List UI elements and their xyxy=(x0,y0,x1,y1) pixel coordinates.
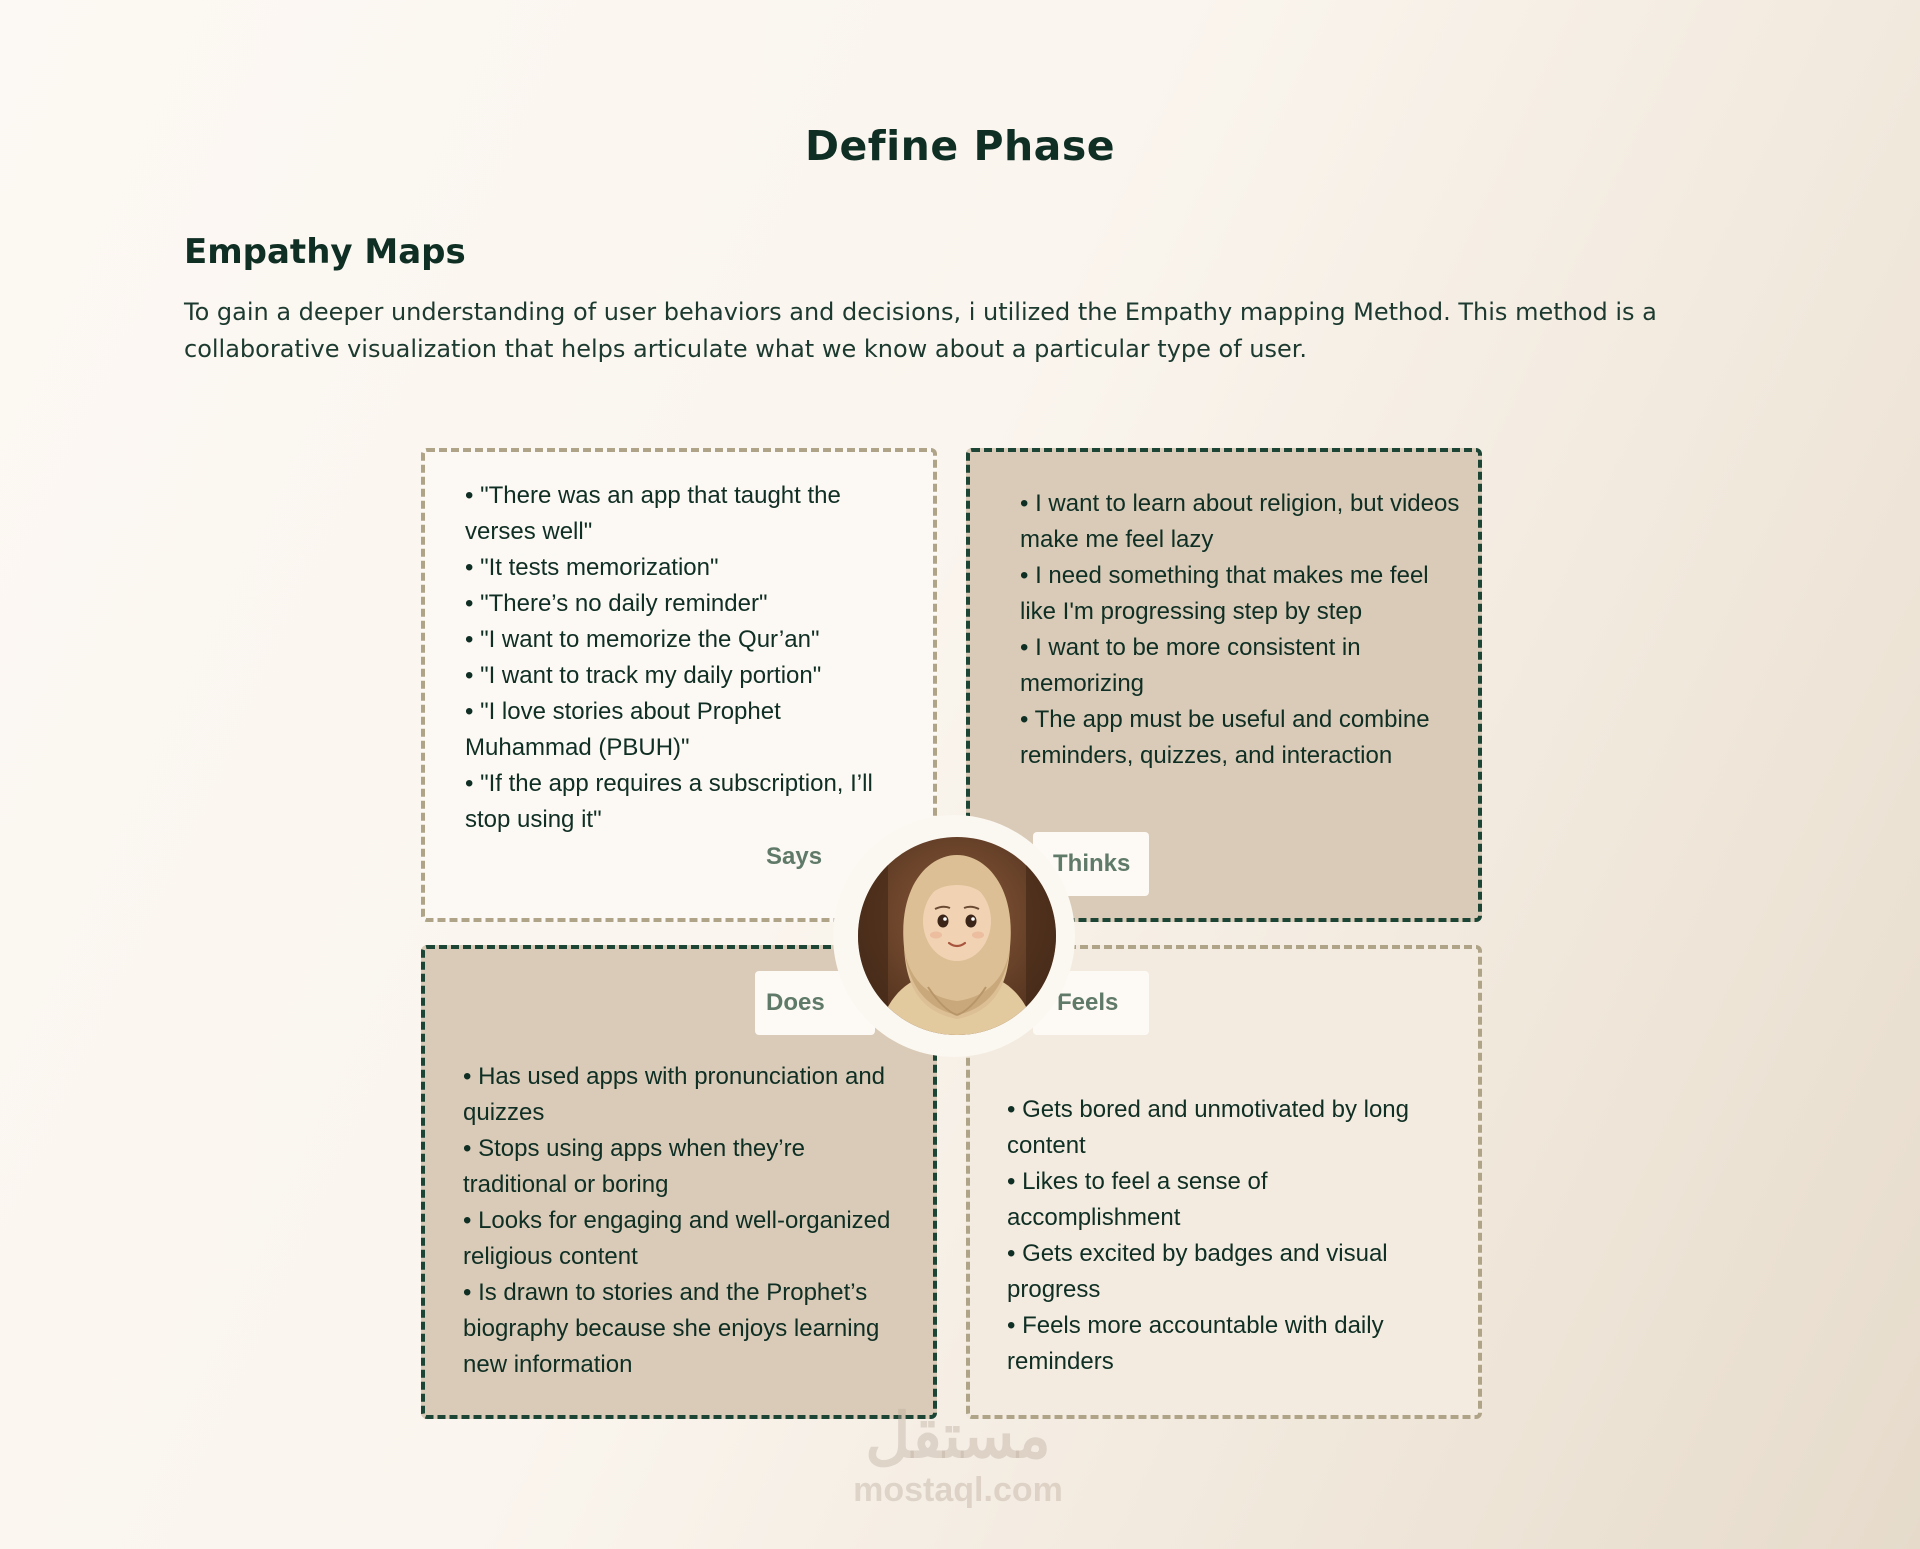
does-item: • Stops using apps when they’re traditional or boring xyxy=(463,1131,903,1203)
feels-item: • Gets excited by badges and visual progress xyxy=(1007,1236,1447,1308)
says-item: • "I want to memorize the Qur’an" xyxy=(465,622,905,658)
says-item: • "There’s no daily reminder" xyxy=(465,586,905,622)
says-item: • "There was an app that taught the verses well" xyxy=(465,478,905,550)
watermark-latin: mostaql.com xyxy=(853,1471,1063,1509)
feels-item: • Feels more accountable with daily reminders xyxy=(1007,1308,1447,1380)
says-quadrant xyxy=(421,448,937,922)
says-item: • "If the app requires a subscription, I’ll stop using it" xyxy=(465,766,905,838)
says-item: • "I want to track my daily portion" xyxy=(465,658,905,694)
thinks-item: • The app must be useful and combine reminders, quizzes, and interaction xyxy=(1020,702,1460,774)
does-label: Does xyxy=(755,971,875,1035)
does-list xyxy=(463,1059,903,1383)
says-item: • "I love stories about Prophet Muhammad (PBUH)" xyxy=(465,694,905,766)
persona-illustration xyxy=(858,837,1056,1035)
thinks-item: • I want to learn about religion, but videos make me feel lazy xyxy=(1020,486,1460,558)
feels-item: • Gets bored and unmotivated by long content xyxy=(1007,1092,1447,1164)
does-item: • Has used apps with pronunciation and quizzes xyxy=(463,1059,903,1131)
does-item: • Looks for engaging and well-organized religious content xyxy=(463,1203,903,1275)
says-item: • "It tests memorization" xyxy=(465,550,905,586)
feels-label: Feels xyxy=(1033,971,1149,1035)
feels-list xyxy=(1007,1092,1447,1380)
feels-item: • Likes to feel a sense of accomplishment xyxy=(1007,1164,1447,1236)
watermark-arabic: مستقل xyxy=(865,1402,1051,1471)
thinks-label: Thinks xyxy=(1033,832,1149,896)
section-description: To gain a deeper understanding of user behaviors and decisions, i utilized the Empathy mapping Method. This method is a collaborative visualization that helps articulate what we know about a particular type of user. xyxy=(184,298,1657,363)
persona-avatar xyxy=(858,837,1056,1035)
thinks-item: • I want to be more consistent in memorizing xyxy=(1020,630,1460,702)
does-item: • Is drawn to stories and the Prophet’s biography because she enjoys learning new information xyxy=(463,1275,903,1383)
says-label: Says xyxy=(766,843,823,870)
thinks-item: • I need something that makes me feel like I'm progressing step by step xyxy=(1020,558,1460,630)
section-title: Empathy Maps xyxy=(184,232,466,272)
thinks-list xyxy=(1020,486,1460,774)
mostaql-watermark xyxy=(828,1402,1088,1508)
says-list xyxy=(465,478,905,838)
page-title: Define Phase xyxy=(804,122,1116,170)
